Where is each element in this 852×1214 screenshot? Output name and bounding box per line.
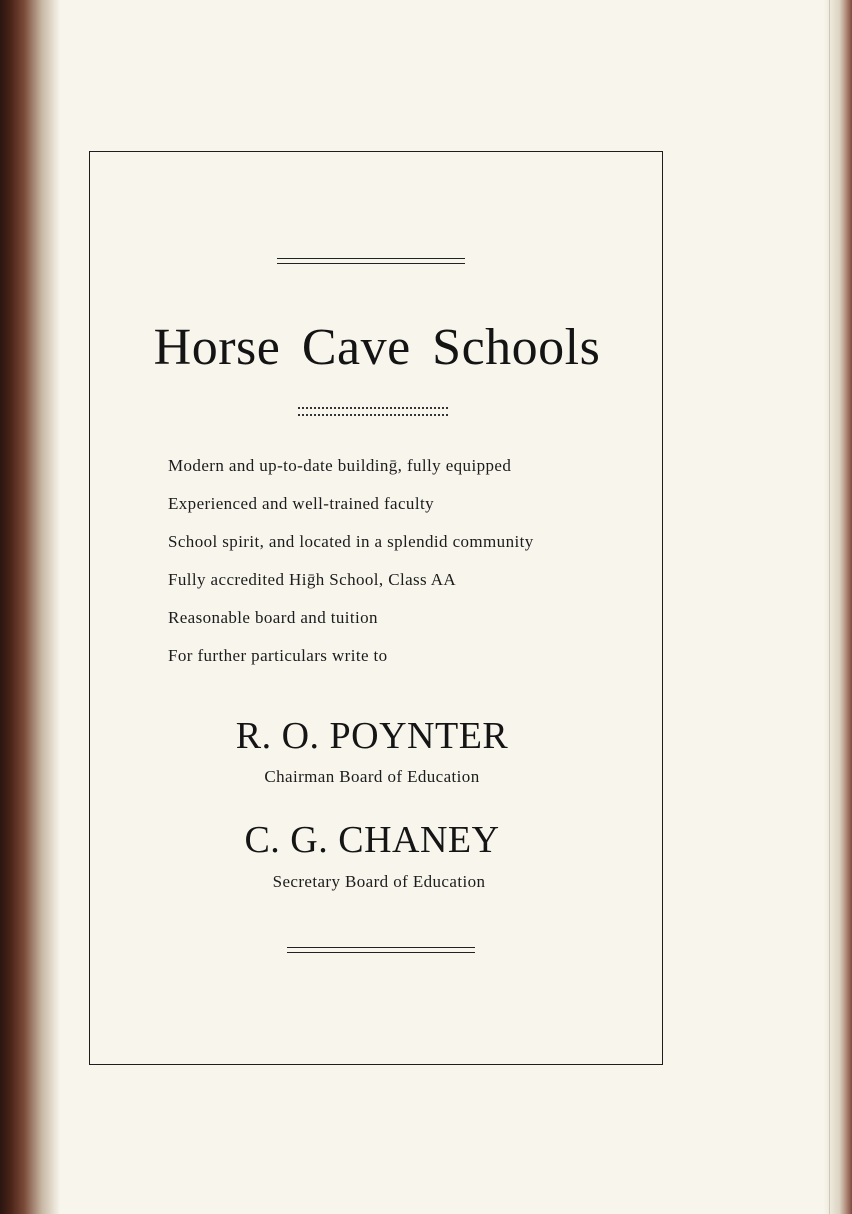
dotted-divider	[298, 407, 448, 416]
book-binding-shadow	[0, 0, 60, 1214]
feature-item: Modern and up-to-date buildinḡ, fully equipped	[168, 456, 512, 475]
bottom-double-rule	[287, 947, 475, 953]
contact-title-poynter: Chairman Board of Education	[264, 767, 480, 786]
feature-item: Experienced and well-trained faculty	[168, 494, 434, 513]
top-double-rule	[277, 258, 465, 264]
feature-item: Fully accredited Hiḡh School, Class AA	[168, 570, 457, 589]
feature-list	[168, 452, 534, 680]
page-edge-line	[829, 0, 830, 1214]
feature-item: School spirit, and located in a splendid community	[168, 532, 534, 551]
contact-name-poynter: R. O. POYNTER	[235, 715, 509, 757]
feature-item: Reasonable board and tuition	[168, 608, 378, 627]
contact-name-chaney: C. G. CHANEY	[244, 819, 500, 861]
ad-headline: Horse Cave Schools	[153, 319, 601, 376]
contact-title-chaney: Secretary Board of Education	[272, 872, 486, 891]
advertisement-frame	[89, 151, 663, 1065]
feature-item: For further particulars write to	[168, 646, 388, 665]
